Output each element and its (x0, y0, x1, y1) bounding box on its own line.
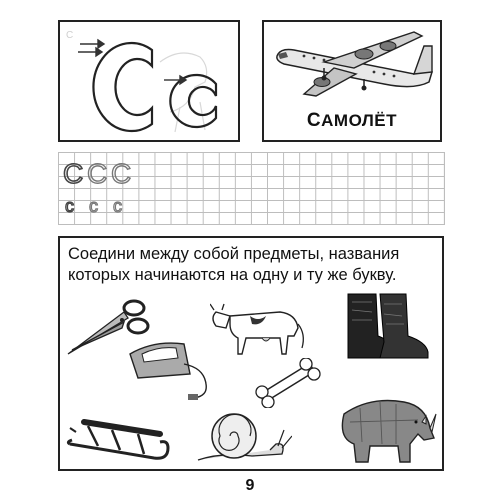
watermark-horse-icon (160, 53, 207, 132)
bone-icon[interactable] (252, 358, 332, 408)
caption-rest: АМОЛЁТ (321, 111, 398, 130)
task-box (58, 236, 444, 471)
sled-icon[interactable] (64, 400, 174, 470)
airplane-icon (264, 24, 440, 116)
practice-upper-2: С (87, 158, 108, 189)
snail-icon[interactable] (192, 406, 292, 466)
practice-upper-3: С (111, 158, 132, 189)
caption-first-letter: С (306, 110, 322, 131)
practice-lower-1: с (65, 196, 74, 216)
rhino-icon[interactable] (330, 388, 440, 468)
practice-upper-1: С (63, 158, 84, 189)
page-number: 9 (245, 477, 255, 494)
practice-lower-2: с (89, 196, 98, 216)
task-instruction: Соедини между собой предметы, названия которых начинаются на одну и ту же букву. (68, 245, 400, 284)
cow-icon[interactable] (210, 294, 310, 364)
watermark-text: С (66, 30, 74, 41)
uppercase-letter-outline (93, 43, 152, 131)
letter-box (58, 20, 240, 142)
practice-grid (58, 152, 445, 225)
picture-box (262, 20, 442, 142)
boots-icon[interactable] (344, 290, 434, 366)
practice-lower-3: с (113, 196, 122, 216)
lowercase-letter-outline (170, 75, 216, 127)
iron-icon[interactable] (124, 334, 214, 404)
letter-illustration (60, 22, 240, 142)
word-caption (264, 110, 440, 132)
